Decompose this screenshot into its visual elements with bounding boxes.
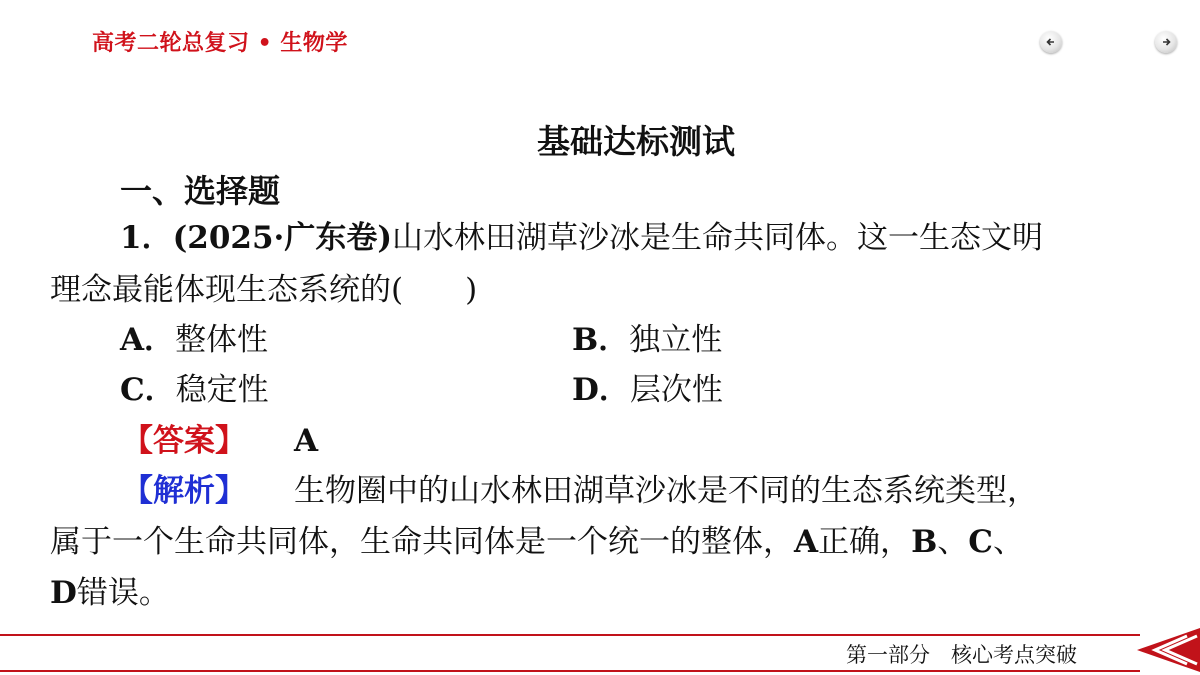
question-stem-line-2: 理念最能体现生态系统的( ) — [50, 272, 478, 308]
option-c — [120, 370, 269, 410]
option-b — [572, 320, 722, 360]
option-text: 独立性 — [629, 322, 723, 358]
header-title: 高考二轮总复习 • 生物学 — [92, 31, 348, 56]
analysis-label: 【解析】 — [122, 473, 246, 509]
footer-section-label: 第一部分 核心考点突破 — [846, 643, 1077, 667]
arrow-left-icon — [1043, 34, 1059, 50]
analysis-line-2 — [50, 522, 1024, 562]
option-letter: B． — [572, 322, 630, 358]
question-stem-line-1 — [120, 218, 1043, 258]
option-text: 层次性 — [629, 372, 723, 408]
arrow-right-icon — [1158, 34, 1174, 50]
page-title: 基础达标测试 — [537, 122, 735, 161]
option-text: 稳定性 — [175, 372, 269, 408]
analysis-line-3 — [50, 573, 170, 613]
answer-value: A — [294, 423, 319, 459]
option-letter: D． — [572, 372, 630, 408]
analysis-line-1 — [122, 471, 1038, 511]
answer-line — [122, 421, 318, 461]
option-letter: C． — [120, 372, 176, 408]
answer-label: 【答案】 — [122, 423, 246, 459]
question-source: (2025·广东卷) — [172, 220, 392, 256]
section-heading: 一、选择题 — [120, 172, 281, 210]
question-stem-1: 山水林田湖草沙冰是生命共同体。这一生态文明 — [392, 220, 1043, 256]
analysis-text-2d: B — [911, 524, 938, 560]
analysis-text-2b: A — [794, 524, 819, 560]
next-page-button[interactable] — [1155, 31, 1177, 53]
footer-divider-bottom — [0, 670, 1140, 672]
analysis-text-2e: 、 — [937, 524, 969, 560]
analysis-text-1: 生物圈中的山水林田湖草沙冰是不同的生态系统类型， — [294, 473, 1038, 509]
option-d — [572, 370, 723, 410]
prev-page-button[interactable] — [1040, 31, 1062, 53]
analysis-text-2f: C — [968, 524, 993, 560]
option-a — [120, 320, 268, 360]
option-letter: A． — [120, 322, 176, 358]
analysis-text-2c: 正确， — [818, 524, 912, 560]
option-text: 整体性 — [175, 322, 269, 358]
analysis-text-2g: 、 — [992, 524, 1024, 560]
question-number: 1． — [120, 220, 173, 256]
analysis-text-3b: 错误。 — [76, 575, 170, 611]
footer-chevron-left-icon[interactable] — [1137, 626, 1200, 674]
analysis-text-2a: 属于一个生命共同体，生命共同体是一个统一的整体， — [50, 524, 794, 560]
analysis-text-3a: D — [50, 575, 77, 611]
footer-divider-top — [0, 634, 1140, 636]
